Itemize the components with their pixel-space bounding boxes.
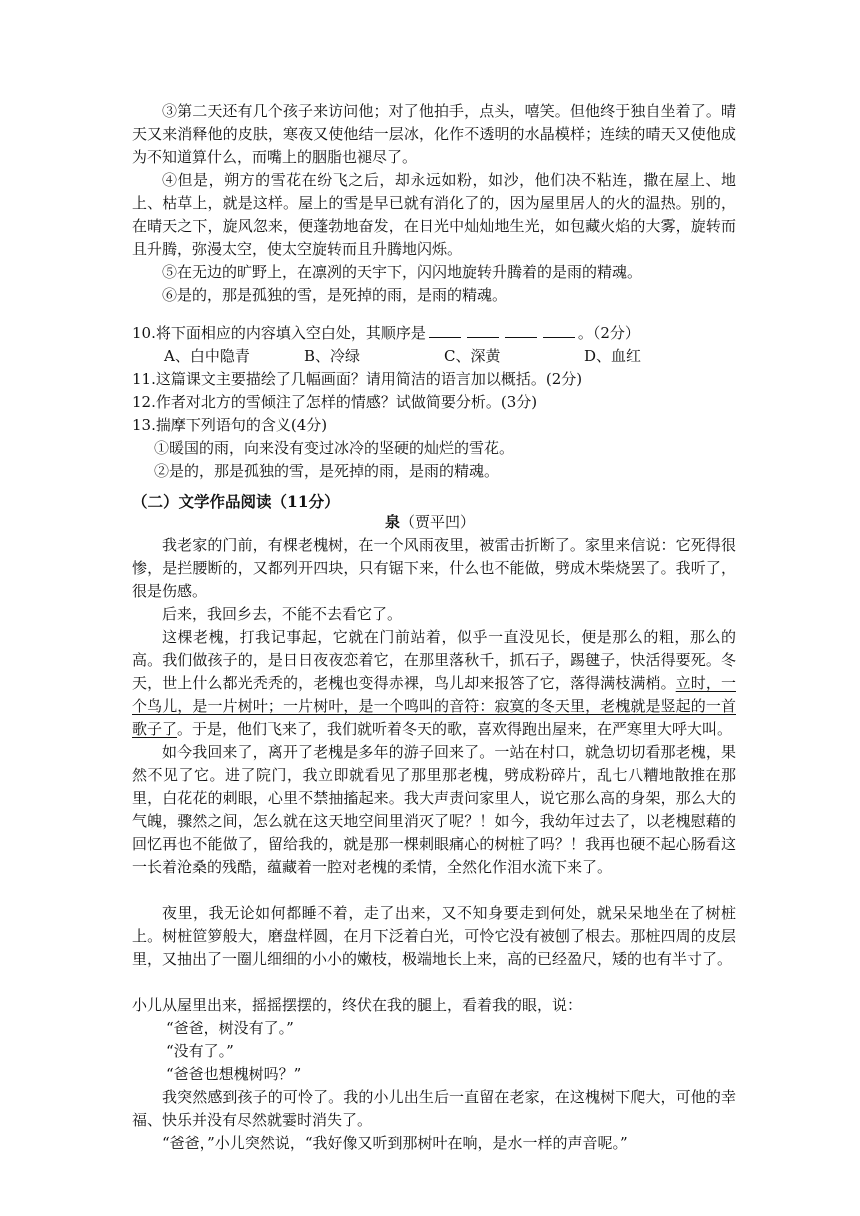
story-title: [0, 511, 860, 534]
paragraph-3: ③第二天还有几个孩子来访问他；对了他拍手，点头，嘻笑。但他终于独自坐着了。晴天又来消释他的皮肤，寒夜又使他结一层冰，化作不透明的水晶模样；连续的晴天又使他成为不知道算什么，而嘴上的胭脂也褪尽了。: [132, 102, 736, 166]
dialogue-line-2: “没有了。”: [166, 1042, 234, 1060]
story-paragraph-6: 小儿从屋里出来，摇摇摆摆的，终伏在我的腿上，看着我的眼，说：: [132, 996, 583, 1014]
paragraph-5: ⑤在无边的旷野上，在凛冽的天宇下，闪闪地旋转升腾着的是雨的精魂。: [162, 263, 643, 281]
story-paragraph-1: 我老家的门前，有棵老槐树，在一个风雨夜里，被雷击折断了。家里来信说：它死得很惨，是拦腰断的，又都列开四块，只有锯下来，什么也不能做，劈成木柴烧罢了。我听了，很是伤感。: [132, 536, 736, 600]
story-author: （贾平凹）: [400, 513, 476, 531]
question-13: 13.揣摩下列语句的含义(4分): [132, 416, 328, 434]
question-10-score: 。（2分）: [577, 324, 640, 342]
answer-blank: [505, 323, 537, 338]
story-paragraph-7: 我突然感到孩子的可怜了。我的小儿出生后一直留在老家，在这槐树下爬大，可他的幸福、快乐并没有尽然就霎时消失了。: [132, 1088, 736, 1129]
question-10-options: [164, 345, 724, 368]
question-13-item-2: ②是的，那是孤独的雪，是死掉的雨，是雨的精魂。: [154, 462, 500, 480]
answer-blank: [429, 323, 461, 338]
question-13-item-1: ①暖国的雨，向来没有变过冰冷的坚硬的灿烂的雪花。: [154, 439, 515, 457]
question-12: 12.作者对北方的雪倾注了怎样的情感？试做简要分析。(3分): [132, 393, 538, 411]
story-paragraph-3-start: 这棵老槐，打我记事起，它就在门前站着，似乎一直没见长，便是那么的粗，那么的高。我们做孩子的，是日日夜夜恋着它，在那里落秋千，抓石子，踢毽子，快活得要死。冬天，世上什么都光秃秃的，老槐也变得赤裸，鸟儿却来报答了它，落得满枝满梢。: [132, 628, 736, 692]
section-heading: （二）文学作品阅读（11分）: [132, 492, 340, 511]
story-paragraph-4: 如今我回来了，离开了老槐是多年的游子回来了。一站在村口，就急切切看那老槐，果然不见了它。进了院门，我立即就看见了那里那老槐，劈成粉碎片，乱七八糟地散推在那里，白花花的刺眼，心里不禁抽搐起来。我大声责问家里人，说它那么高的身架，那么大的气魄，骤然之间，怎么就在这天地空间里消灭了呢？！如今，我幼年过去了，以老槐慰藉的回忆再也不能做了，留给我的，就是那一棵刺眼痛心的树桩了吗？！我再也硬不起心肠看这一长着沧桑的残酷，蕴藏着一腔对老槐的柔情，全然化作泪水流下来了。: [132, 743, 736, 876]
question-10: [132, 322, 752, 345]
option-d: D、血红: [584, 347, 642, 365]
option-a: A、白中隐青: [164, 347, 250, 365]
option-c: C、深黄: [444, 347, 501, 365]
question-10-text: 10.将下面相应的内容填入空白处，其顺序是: [132, 324, 426, 342]
story-paragraph-3: [132, 626, 736, 741]
answer-blank: [543, 323, 575, 338]
underlined-sentence: 立时，一个鸟儿，是一片树叶；一片树叶，是一个鸣叫的音符：寂寞的冬天里，老槐就是竖起的一首歌子了: [132, 674, 736, 738]
paragraph-6: ⑥是的，那是孤独的雪，是死掉的雨，是雨的精魂。: [162, 286, 508, 304]
option-b: B、冷绿: [304, 347, 361, 365]
story-title-text: 泉: [384, 513, 400, 531]
story-paragraph-8: “爸爸，”小儿突然说，“我好像又听到那树叶在响，是水一样的声音呢。”: [162, 1134, 628, 1152]
paragraph-4: ④但是，朔方的雪花在纷飞之后，却永远如粉，如沙，他们决不粘连，撒在屋上、地上、枯草上，就是这样。屋上的雪是早已就有消化了的，因为屋里居人的火的温热。别的，在晴天之下，旋风忽来，便蓬勃地奋发，在日光中灿灿地生光，如包藏火焰的大雾，旋转而且升腾，弥漫太空，使太空旋转而且升腾地闪烁。: [132, 171, 736, 258]
question-11: 11.这篇课文主要描绘了几幅画面？请用简洁的语言加以概括。(2分): [132, 370, 583, 388]
story-paragraph-2: 后来，我回乡去，不能不去看它了。: [162, 605, 403, 623]
story-paragraph-3-end: 。于是，他们飞来了，我们就听着冬天的歌，喜欢得跑出屋来，在严寒里大呼大叫。: [177, 720, 733, 738]
dialogue-line-3: “爸爸也想槐树吗？”: [166, 1065, 302, 1083]
story-paragraph-5: 夜里，我无论如何都睡不着，走了出来，又不知身要走到何处，就呆呆地坐在了树桩上。树桩笸箩般大，磨盘样圆，在月下泛着白光，可怜它没有被刨了根去。那桩四周的皮层里，又抽出了一圈儿细细的小小的嫩枝，极端地长上来，高的已经盈尺，矮的也有半寸了。: [132, 904, 736, 968]
dialogue-line-1: “爸爸，树没有了。”: [166, 1019, 294, 1037]
answer-blank: [467, 323, 499, 338]
